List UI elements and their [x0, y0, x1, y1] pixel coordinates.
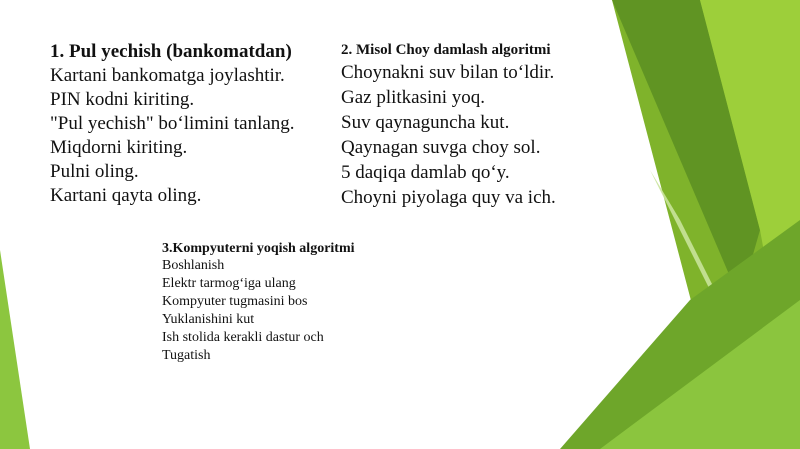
section-computer-startup: [162, 240, 355, 365]
step-item: Miqdorni kiriting.: [50, 137, 188, 158]
step-item: Gaz plitkasini yoq.: [341, 87, 486, 108]
step-item: Boshlanish: [162, 258, 225, 273]
step-item: Tugatish: [162, 348, 211, 363]
step-item: Choyni piyolaga quy va ich.: [341, 187, 556, 208]
step-item: Elektr tarmog‘iga ulang: [162, 276, 296, 291]
section-tea-brewing: [341, 40, 556, 210]
step-item: "Pul yechish" bo‘limini tanlang.: [50, 113, 295, 134]
section-title: 1. Pul yechish (bankomatdan): [50, 41, 292, 62]
step-item: Pulni oling.: [50, 161, 139, 182]
step-item: Ish stolida kerakli dastur och: [162, 330, 324, 345]
step-item: 5 daqiqa damlab qo‘y.: [341, 162, 510, 183]
step-item: Kartani bankomatga joylashtir.: [50, 65, 285, 86]
step-item: Kompyuter tugmasini bos: [162, 294, 308, 309]
step-item: Yuklanishini kut: [162, 312, 255, 327]
section-title: 3.Kompyuterni yoqish algoritmi: [162, 241, 355, 256]
step-item: Suv qaynaguncha kut.: [341, 112, 510, 133]
step-item: PIN kodni kiriting.: [50, 89, 195, 110]
section-title: 2. Misol Choy damlash algoritmi: [341, 42, 551, 58]
step-item: Qaynagan suvga choy sol.: [341, 137, 541, 158]
section-atm-withdrawal: [50, 40, 295, 208]
step-item: Kartani qayta oling.: [50, 185, 202, 206]
left-corner-shape: [0, 250, 30, 449]
step-item: Choynakni suv bilan to‘ldir.: [341, 62, 555, 83]
